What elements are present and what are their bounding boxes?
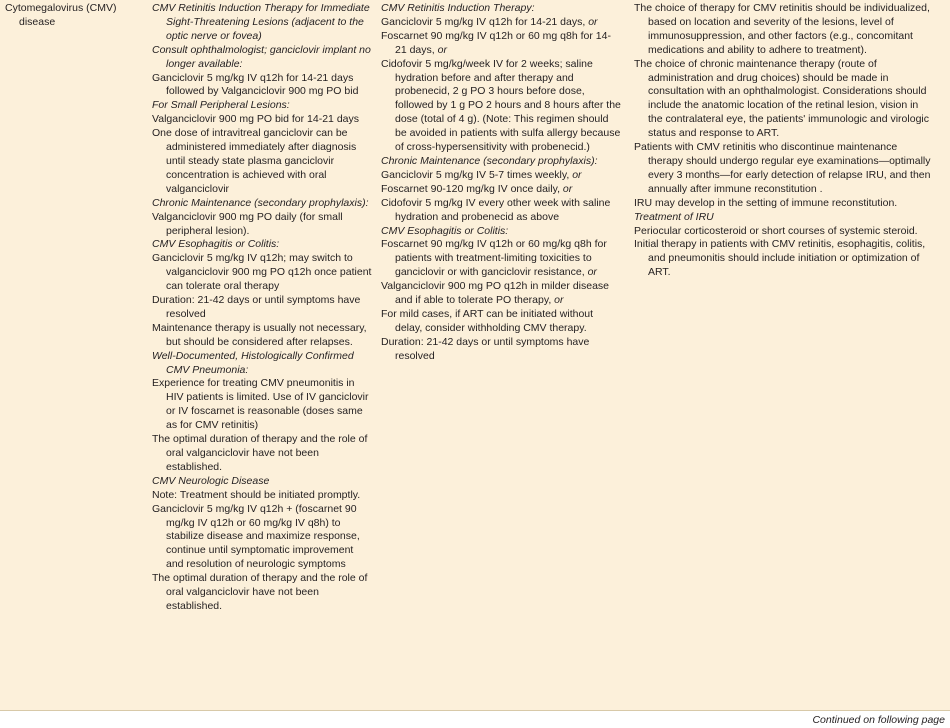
text-entry: Valganciclovir 900 mg PO q12h in milder disease and if able to tolerate PO therapy, or <box>381 280 610 307</box>
text-entry: Ganciclovir 5 mg/kg IV q12h for 14-21 days, or <box>381 15 598 28</box>
or-connector: or <box>572 168 582 181</box>
or-connector: or <box>562 182 573 195</box>
section-heading: For Small Peripheral Lesions: <box>152 99 290 112</box>
text-entry: For mild cases, if ART can be initiated without delay, consider withholding CMV therapy. <box>381 307 594 334</box>
text-entry: Cidofovir 5 mg/kg/week IV for 2 weeks; saline hydration before and after therapy and probenecid, 2 g PO 3 hours before dose, followed by 1 g PO 2 hours and 8 hours after the dose (total of 4 g). (Note: This regimen should be avoided in patients with sulfa allergy because of cross-hypersensitivity with probenecid.) <box>381 57 621 154</box>
section-heading: CMV Esophagitis or Colitis: <box>152 238 280 251</box>
text-entry: The choice of therapy for CMV retinitis should be individualized, based on location and severity of the lesions, level of immunosuppression, and other factors (e.g., concomitant medications and ability to adhere to treatment). <box>634 2 930 56</box>
text-entry: Experience for treating CMV pneumonitis in HIV patients is limited. Use of IV ganciclovir or IV foscarnet is reasonable (doses same as for CMV retinitis) <box>152 377 369 432</box>
preferred-therapy-column <box>152 2 372 614</box>
or-connector: or <box>437 43 447 56</box>
section-heading: CMV Esophagitis or Colitis: <box>381 224 509 237</box>
text-entry: Foscarnet 90-120 mg/kg IV once daily, or <box>381 182 573 195</box>
text-entry: The optimal duration of therapy and the role of oral valganciclovir have not been established. <box>152 572 368 612</box>
text-entry: Ganciclovir 5 mg/kg IV q12h; may switch to valganciclovir 900 mg PO q12h once patient can tolerate oral therapy <box>152 252 372 293</box>
alternative-therapy-column <box>381 2 621 364</box>
or-connector: or <box>588 15 598 28</box>
text-entry: Ganciclovir 5 mg/kg IV q12h for 14-21 days followed by Valganciclovir 900 mg PO bid <box>152 71 359 98</box>
section-heading: CMV Neurologic Disease <box>152 474 270 487</box>
text-entry: Patients with CMV retinitis who discontinue maintenance therapy should undergo regular eye examinations—optimally every 3 months—for early detection of relapse IRU, and then annually after immune reconstitution . <box>634 141 931 195</box>
section-heading: Treatment of IRU <box>634 210 714 223</box>
text-entry: Ganciclovir 5 mg/kg IV q12h + (foscarnet 90 mg/kg IV q12h or 60 mg/kg IV q8h) to stabilize disease and maximize response, continue until symptomatic improvement and resolution of neurologic symptoms <box>152 502 360 571</box>
text-entry: IRU may develop in the setting of immune reconstitution. <box>634 196 898 209</box>
text-entry: Duration: 21-42 days or until symptoms have resolved <box>152 294 361 320</box>
text-entry: One dose of intravitreal ganciclovir can be administered immediately after diagnosis until steady state plasma ganciclovir concentration is achieved with oral valganciclovir <box>152 127 357 195</box>
text-entry: Valganciclovir 900 mg PO bid for 14-21 days <box>152 113 359 126</box>
text-entry: The optimal duration of therapy and the role of oral valganciclovir have not been established. <box>152 433 368 473</box>
section-heading: Well-Documented, Histologically Confirmed CMV Pneumonia: <box>152 349 354 376</box>
section-heading: CMV Retinitis Induction Therapy for Immediate Sight-Threatening Lesions (adjacent to the optic nerve or fovea) <box>152 2 370 42</box>
text-entry: Foscarnet 90 mg/kg IV q12h or 60 mg q8h for 14-21 days, or <box>381 29 611 56</box>
text-entry: Cidofovir 5 mg/kg IV every other week with saline hydration and probenecid as above <box>381 196 611 223</box>
text-entry: Foscarnet 90 mg/kg IV q12h or 60 mg/kg q8h for patients with treatment-limiting toxicities to ganciclovir or with ganciclovir resistance, or <box>381 238 607 279</box>
section-heading: Consult ophthalmologist; ganciclovir implant no longer available: <box>152 43 371 70</box>
continued-note: Continued on following page <box>812 714 945 726</box>
text-entry: Valganciclovir 900 mg PO daily (for small peripheral lesion). <box>152 210 343 237</box>
text-entry: The choice of chronic maintenance therapy (route of administration and drug choices) should be made in consultation with an ophthalmologist. Considerations should include the anatomic location of the retinal lesion, vision in the contralateral eye, the patients' immunologic and virologic status and response to ART. <box>634 57 929 140</box>
text-entry: Maintenance therapy is usually not necessary, but should be considered after relapses. <box>152 321 367 348</box>
text-entry: Note: Treatment should be initiated promptly. <box>152 488 361 501</box>
text-entry: Ganciclovir 5 mg/kg IV 5-7 times weekly, or <box>381 168 582 181</box>
disease-column <box>5 2 133 30</box>
text-entry: Duration: 21-42 days or until symptoms have resolved <box>381 335 590 362</box>
or-connector: or <box>554 294 564 307</box>
section-heading: CMV Retinitis Induction Therapy: <box>381 2 535 14</box>
disease-name: Cytomegalovirus (CMV) disease <box>5 2 117 28</box>
text-entry: Initial therapy in patients with CMV retinitis, esophagitis, colitis, and pneumonitis should include initiation or optimization of ART. <box>634 238 926 279</box>
section-heading: Chronic Maintenance (secondary prophylaxis): <box>152 196 369 209</box>
comments-column <box>634 2 934 280</box>
text-entry: Periocular corticosteroid or short courses of systemic steroid. <box>634 224 918 237</box>
section-heading: Chronic Maintenance (secondary prophylaxis): <box>381 154 598 167</box>
or-connector: or <box>587 266 597 279</box>
